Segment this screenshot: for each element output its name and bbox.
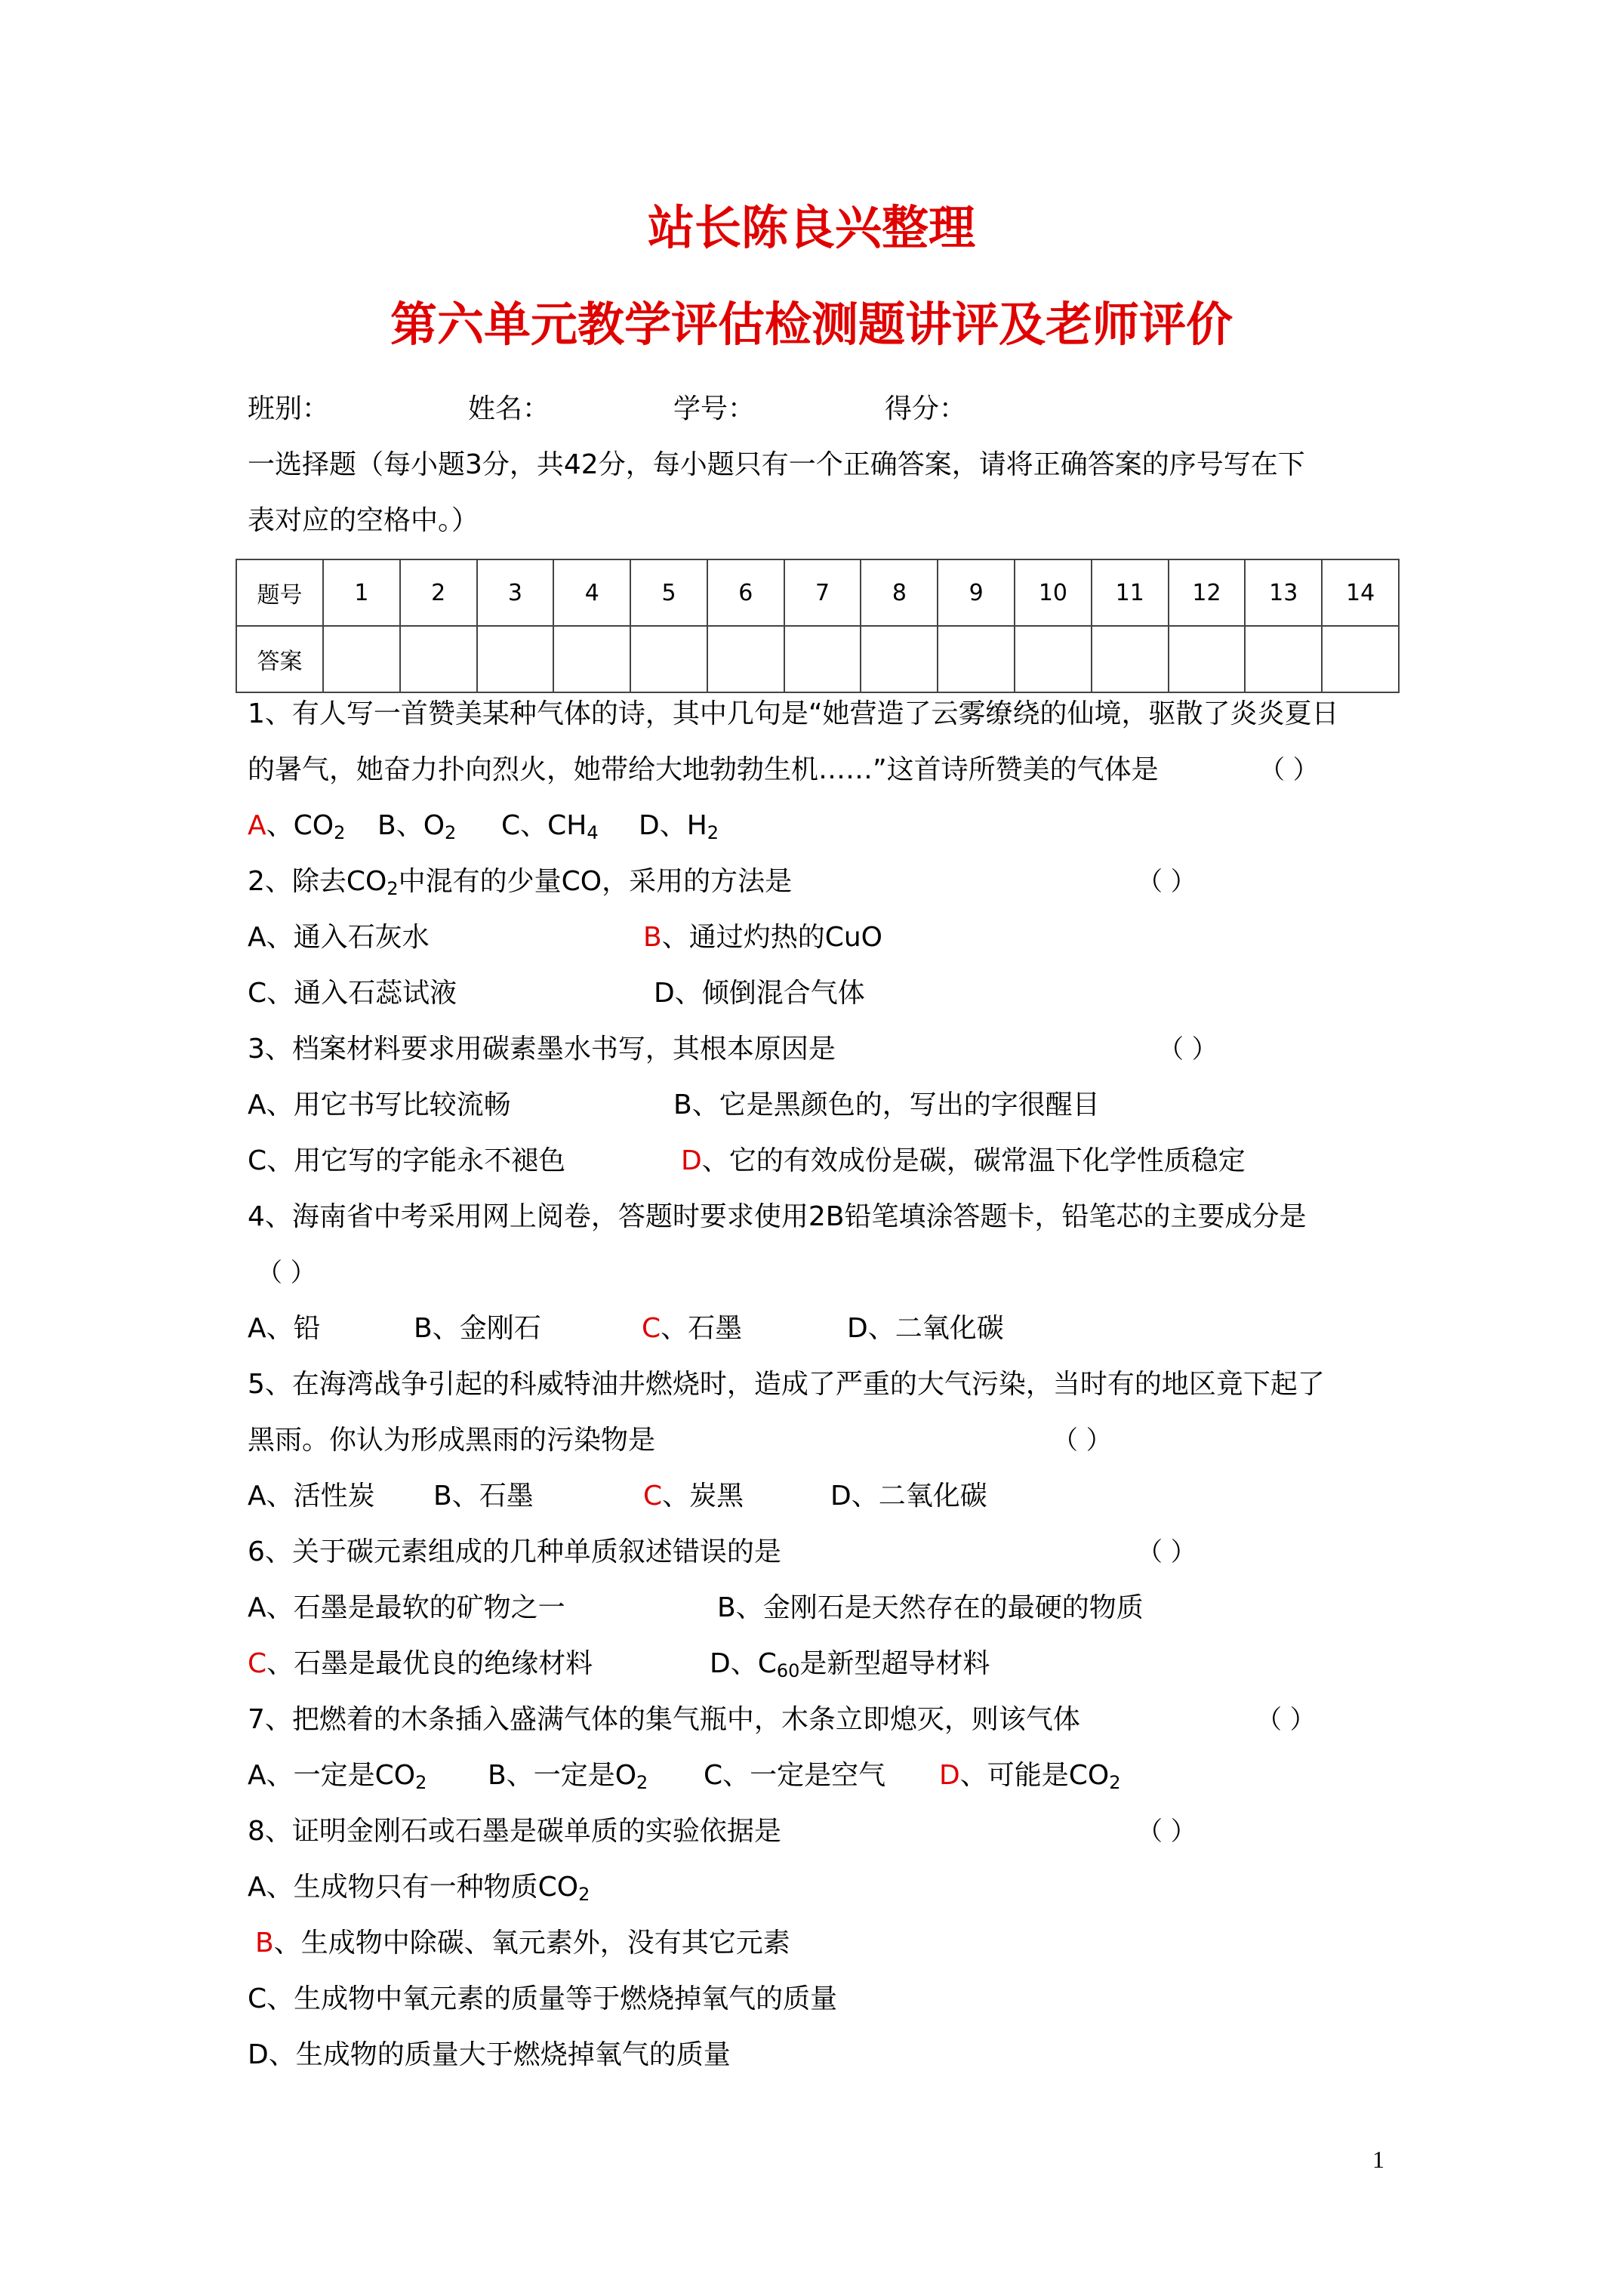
- q4-option-d: D、二氧化碳: [847, 1313, 1004, 1344]
- answer-cell[interactable]: [707, 626, 784, 692]
- q6-answer-blank: （ ）: [1137, 1537, 1196, 1567]
- answer-cell[interactable]: [1015, 626, 1092, 692]
- q7-option-a: A、一定是CO: [248, 1760, 416, 1791]
- q2-option-a: A、通入石灰水: [248, 922, 430, 953]
- question-number-cell: 1: [323, 559, 400, 626]
- q3-answer-blank: （ ）: [1158, 1034, 1218, 1065]
- q8-stem: 8、证明金刚石或石墨是碳单质的实验依据是: [248, 1816, 781, 1847]
- q6-option-c-wrap: [248, 1646, 593, 1682]
- q2-option-d: D、倾倒混合气体: [654, 978, 865, 1009]
- q7-correct-letter: D: [939, 1760, 960, 1791]
- section-instructions: 一选择题（每小题3分，共42分，每小题只有一个正确答案，请将正确答案的序号写在下: [248, 449, 1305, 480]
- question-number-cell: 13: [1245, 559, 1322, 626]
- q6-stem: 6、关于碳元素组成的几种单质叙述错误的是: [248, 1536, 781, 1567]
- question-number-cell: 2: [400, 559, 477, 626]
- answer-table: [236, 559, 1400, 693]
- answer-cell[interactable]: [861, 626, 938, 692]
- question-number-cell: 11: [1092, 559, 1169, 626]
- q7-answer-blank: （ ）: [1256, 1705, 1316, 1735]
- question-number-cell: 6: [707, 559, 784, 626]
- q1-option-c: C、CH: [501, 810, 587, 841]
- q2-stem: 2、除去$CO_2$中混有的少量CO，采用的方法是: [248, 866, 793, 899]
- q8-option-d: D、生成物的质量大于燃烧掉氧气的质量: [248, 2039, 731, 2070]
- q3-option-d: 、它的有效成份是碳，碳常温下化学性质稳定: [701, 1145, 1246, 1176]
- q7-option-b-wrap: B、一定是$O_2$: [488, 1760, 648, 1793]
- question-number-cell: 4: [553, 559, 630, 626]
- q7-option-b: B、一定是O: [488, 1760, 637, 1791]
- q3-option-b: B、它是黑颜色的，写出的字很醒目: [673, 1089, 1100, 1120]
- q5-answer-blank: （ ）: [1052, 1425, 1112, 1456]
- answer-header: 答案: [236, 626, 323, 692]
- question-number-cell: 3: [477, 559, 554, 626]
- q2-correct-letter: B: [643, 922, 662, 953]
- q4-option-b: B、金刚石: [414, 1313, 541, 1344]
- q7-stem: 7、把燃着的木条插入盛满气体的集气瓶中，木条立即熄灭，则该气体: [248, 1704, 1080, 1735]
- q1-option-c-wrap: C、$CH_4$: [501, 810, 599, 843]
- q7-option-a-wrap: A、一定是$CO_2$: [248, 1760, 427, 1793]
- answer-cell[interactable]: [1245, 626, 1322, 692]
- q5-correct-letter: C: [643, 1481, 663, 1512]
- q8-option-b-wrap: [255, 1925, 790, 1962]
- q5-option-c: 、炭黑: [662, 1481, 744, 1512]
- q1-option-d-wrap: D、$H_2$: [639, 810, 719, 843]
- q1-options: A、$CO_2$: [248, 810, 346, 843]
- q7-option-c: C、一定是空气: [704, 1760, 886, 1791]
- question-number-cell: 8: [861, 559, 938, 626]
- q4-correct-letter: C: [642, 1313, 661, 1344]
- q4-option-c: 、石墨: [661, 1313, 743, 1344]
- answer-cell[interactable]: [784, 626, 861, 692]
- q7-option-d: 、可能是CO: [959, 1760, 1110, 1791]
- q5-stem-cont: 黑雨。你认为形成黑雨的污染物是: [248, 1425, 656, 1456]
- q1-option-b: B、O: [377, 810, 445, 841]
- q6-option-c: 、石墨是最优良的绝缘材料: [266, 1648, 593, 1679]
- q4-stem: 4、海南省中考采用网上阅卷，答题时要求使用2B铅笔填涂答题卡，铅笔芯的主要成分是: [248, 1201, 1307, 1232]
- site-title: 站长陈良兴整理: [647, 200, 975, 255]
- q8-answer-blank: （ ）: [1137, 1817, 1196, 1847]
- answer-cell[interactable]: [1169, 626, 1246, 692]
- q2-option-b-wrap: [643, 920, 882, 956]
- q5-option-d: D、二氧化碳: [830, 1481, 987, 1512]
- q6-option-b: B、金刚石是天然存在的最硬的物质: [717, 1592, 1144, 1623]
- q3-option-d-wrap: [681, 1143, 1246, 1179]
- name-label: 姓名：: [468, 393, 550, 424]
- answer-cell[interactable]: [1322, 626, 1399, 692]
- q5-option-a: A、活性炭: [248, 1481, 375, 1512]
- q1-correct-letter: A: [248, 810, 266, 841]
- q8-option-a-wrap: A、生成物只有一种物质$CO_2$: [248, 1872, 590, 1905]
- student-id-label: 学号：: [673, 393, 756, 424]
- exam-title: 第六单元教学评估检测题讲评及老师评价: [390, 297, 1233, 352]
- answer-cell[interactable]: [553, 626, 630, 692]
- q8-option-b: 、生成物中除碳、氧元素外，没有其它元素: [273, 1928, 790, 1959]
- question-number-cell: 5: [630, 559, 707, 626]
- q8-option-c: C、生成物中氧元素的质量等于燃烧掉氧气的质量: [248, 1983, 838, 2014]
- q4-answer-blank: （ ）: [257, 1258, 316, 1288]
- q3-option-c: C、用它写的字能永不褪色: [248, 1145, 566, 1176]
- q1-answer-blank: （ ）: [1259, 755, 1319, 785]
- q1-option-a: 、CO: [266, 810, 334, 841]
- answer-cell[interactable]: [400, 626, 477, 692]
- table-row-numbers: [236, 559, 1399, 626]
- question-number-cell: 10: [1015, 559, 1092, 626]
- q6-option-d: D、$C_{60}$是新型超导材料: [710, 1648, 990, 1681]
- q5-option-b: B、石墨: [433, 1481, 534, 1512]
- question-number-cell: 14: [1322, 559, 1399, 626]
- q2-option-c: C、通入石蕊试液: [248, 978, 457, 1009]
- q5-stem: 5、在海湾战争引起的科威特油井燃烧时，造成了严重的大气污染，当时有的地区竟下起了: [248, 1369, 1325, 1400]
- question-number-cell: 9: [938, 559, 1015, 626]
- q2-answer-blank: （ ）: [1137, 867, 1196, 897]
- q3-option-a: A、用它书写比较流畅: [248, 1089, 511, 1120]
- q2-option-b: 、通过灼热的CuO: [661, 922, 882, 953]
- q1-stem: 1、有人写一首赞美某种气体的诗，其中几句是“她营造了云雾缭绕的仙境，驱散了炎炎夏日: [248, 698, 1339, 729]
- page-number: 1: [1372, 2146, 1384, 2173]
- answer-cell[interactable]: [938, 626, 1015, 692]
- q1-option-b-wrap: B、$O_2$: [377, 810, 457, 843]
- q8-correct-letter: B: [255, 1928, 274, 1959]
- answer-cell[interactable]: [630, 626, 707, 692]
- section-instructions-cont: 表对应的空格中。）: [248, 505, 479, 536]
- q7-option-d-wrap: D、可能是$CO_2$: [939, 1760, 1121, 1793]
- q4-option-c-wrap: [642, 1311, 742, 1347]
- answer-cell[interactable]: [323, 626, 400, 692]
- q8-option-a: A、生成物只有一种物质CO: [248, 1872, 579, 1903]
- score-label: 得分：: [885, 393, 967, 424]
- q1-stem-cont: 的暑气，她奋力扑向烈火，她带给大地勃勃生机……”这首诗所赞美的气体是: [248, 754, 1159, 785]
- question-number-cell: 12: [1169, 559, 1246, 626]
- class-label: 班别：: [248, 393, 330, 424]
- q6-option-a: A、石墨是最软的矿物之一: [248, 1592, 565, 1623]
- question-number-cell: 7: [784, 559, 861, 626]
- q1-option-d: D、H: [639, 810, 707, 841]
- table-row-answers: [236, 626, 1399, 692]
- q3-stem: 3、档案材料要求用碳素墨水书写，其根本原因是: [248, 1034, 836, 1065]
- question-number-header: 题号: [236, 559, 323, 626]
- q4-option-a: A、铅: [248, 1313, 321, 1344]
- answer-cell[interactable]: [477, 626, 554, 692]
- q5-option-c-wrap: [643, 1478, 744, 1515]
- q6-correct-letter: C: [248, 1648, 267, 1679]
- q3-correct-letter: D: [681, 1145, 702, 1176]
- answer-cell[interactable]: [1092, 626, 1169, 692]
